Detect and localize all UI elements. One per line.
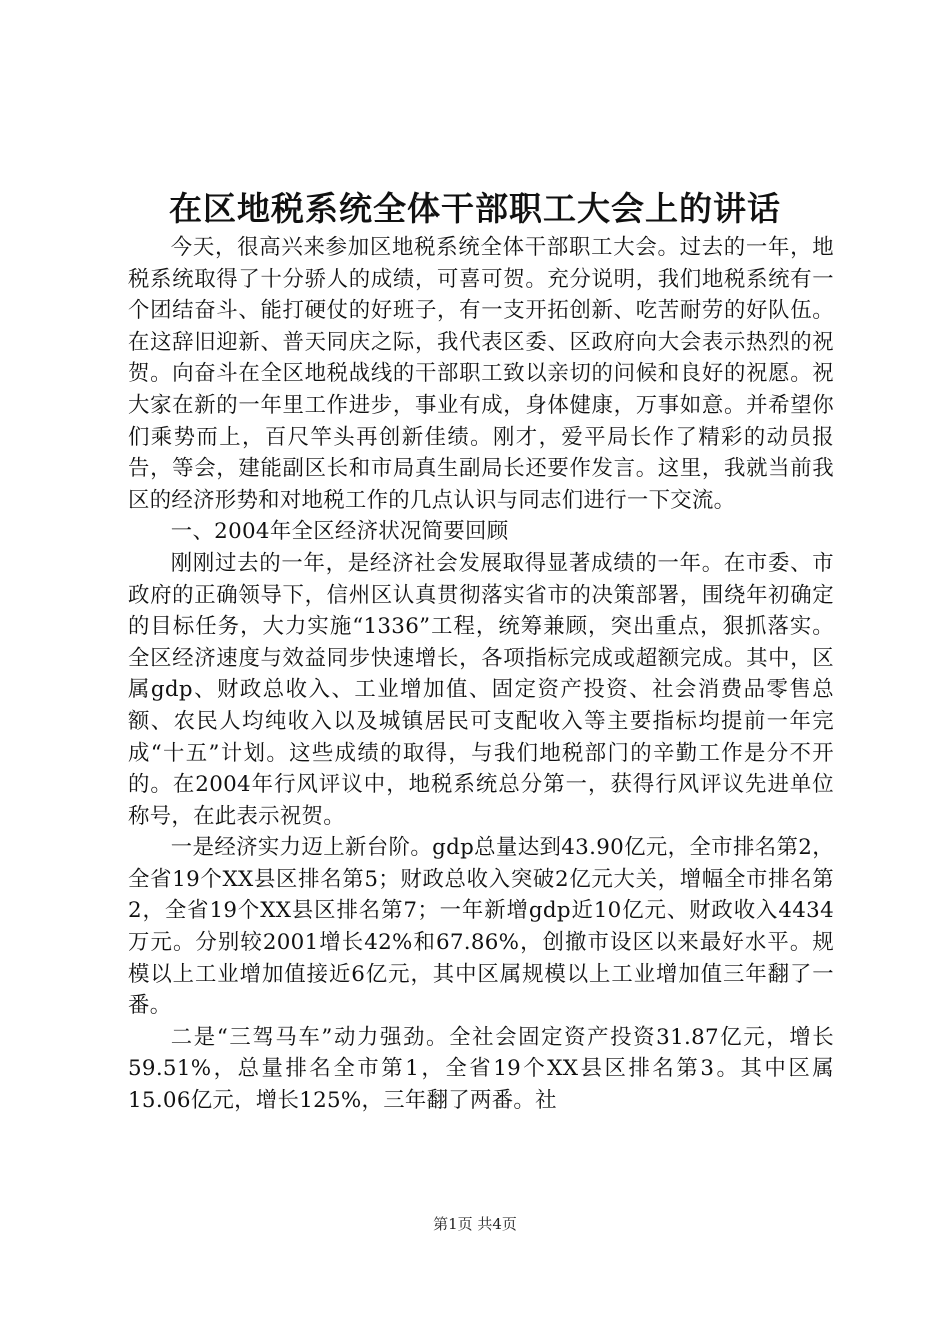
section-heading: 一、2004年全区经济状况简要回顾 <box>170 519 509 545</box>
paragraph-review: 刚刚过去的一年，是经济社会发展取得显著成绩的一年。在市委、市政府的正确领导下，信州区认真贯彻落实省市的决策部署，围绕年初确定的目标任务，大力实施“1336”工程，统筹兼顾，突出重点，狠抓落实。全区经济速度与效益同步快速增长，各项指标完成或超额完成。其中，区属gdp、财政总收入、工业增加值、固定资产投资、社会消费品零售总额、农民人均纯收入以及城镇居民可支配收入等主要指标均提前一年完成“十五”计划。这些成绩的取得，与我们地税部门的辛勤工作是分不开的。在2004年行风评议中，地税系统总分第一，获得行风评议先进单位称号，在此表示祝贺。 <box>128 550 834 829</box>
paragraph-point-one: 一是经济实力迈上新台阶。gdp总量达到43.90亿元，全市排名第2，全省19个XX县区排名第5；财政总收入突破2亿元大关，增幅全市排名第2，全省19个XX县区排名第7；一年新增gdp近10亿元、财政收入4434万元。分别较2001增长42%和67.86%，创撤市设区以来最好水平。规模以上工业增加值接近6亿元，其中区属规模以上工业增加值三年翻了一番。 <box>128 835 834 1019</box>
page-number-footer: 第1页 共4页 <box>433 1215 517 1233</box>
document-title: 在区地税系统全体干部职工大会上的讲话 <box>169 189 781 228</box>
paragraph-point-two: 二是“三驾马车”动力强劲。全社会固定资产投资31.87亿元，增长59.51%，总量排名全市第1，全省19个XX县区排名第3。其中区属15.06亿元，增长125%，三年翻了两番。社 <box>128 1024 834 1114</box>
paragraph-opening: 今天，很高兴来参加区地税系统全体干部职工大会。过去的一年，地税系统取得了十分骄人的成绩，可喜可贺。充分说明，我们地税系统有一个团结奋斗、能打硬仗的好班子，有一支开拓创新、吃苦耐劳的好队伍。在这辞旧迎新、普天同庆之际，我代表区委、区政府向大会表示热烈的祝贺。向奋斗在全区地税战线的干部职工致以亲切的问候和良好的祝愿。祝大家在新的一年里工作进步，事业有成，身体健康，万事如意。并希望你们乘势而上，百尺竿头再创新佳绩。刚才，爱平局长作了精彩的动员报告，等会，建能副区长和市局真生副局长还要作发言。这里，我就当前我区的经济形势和对地税工作的几点认识与同志们进行一下交流。 <box>128 235 834 513</box>
document-body <box>128 232 834 1117</box>
